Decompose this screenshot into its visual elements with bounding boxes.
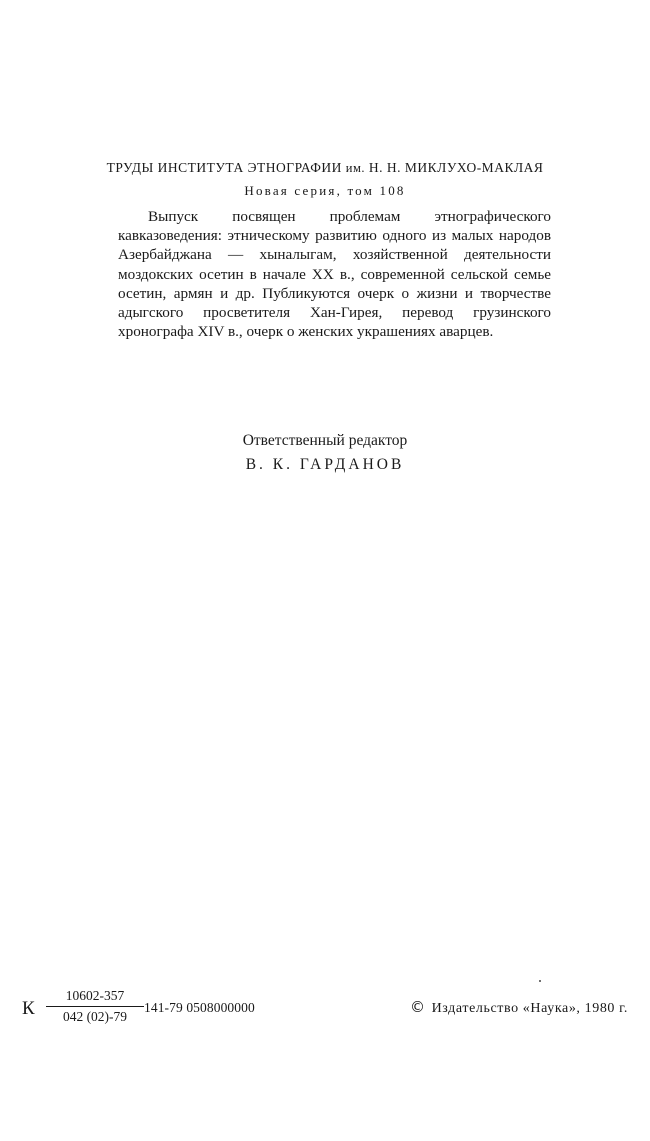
series-title-name: Н. Н. МИКЛУХО-МАКЛАЯ <box>368 160 544 175</box>
series-subtitle: Новая серия, том 108 <box>244 183 406 198</box>
copyright-icon: © <box>409 998 426 1016</box>
copyright-line <box>410 998 628 1017</box>
series-title-im: им. <box>345 161 366 175</box>
editor-label: Ответственный редактор <box>242 432 408 449</box>
abstract-paragraph: Выпуск посвящен проблемам этнографического кавказоведения: этническому развитию одного из малых народов Азербайджана — хыналыгам, хозяйственной деятельности моздокских осетин в начале XX в., современной сельской семье осетин, армян и др. Публикуются очерк о жизни и творчестве адыгского просветителя Хан-Гирея, перевод грузинского хронографа XIV в., очерк о женских украшениях аварцев. <box>118 208 551 341</box>
catalog-letter: К <box>22 998 35 1019</box>
fraction-bar <box>46 1006 144 1007</box>
catalog-fraction <box>46 988 144 1025</box>
print-dot <box>539 980 541 982</box>
series-title <box>0 160 650 176</box>
catalog-tail: 141-79 0508000000 <box>144 1000 255 1015</box>
editor-name: В. К. ГАРДАНОВ <box>245 456 405 473</box>
catalog-index <box>22 988 282 1036</box>
series-title-main: ТРУДЫ ИНСТИТУТА ЭТНОГРАФИИ <box>106 160 342 175</box>
copyright-text: Издательство «Наука», 1980 г. <box>431 1001 628 1016</box>
catalog-numerator: 10602-357 <box>65 988 125 1003</box>
catalog-denominator: 042 (02)-79 <box>62 1009 128 1024</box>
